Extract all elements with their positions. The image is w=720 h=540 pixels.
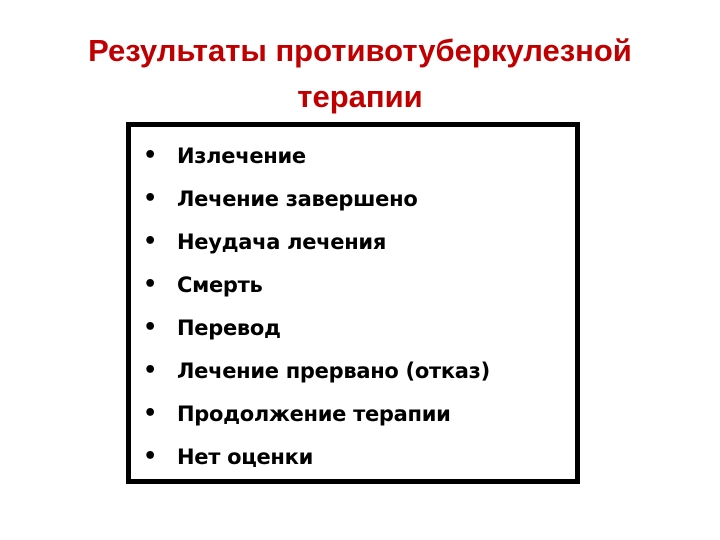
list-item	[131, 397, 575, 440]
slide-title-line-1: Результаты противотуберкулезной	[88, 33, 632, 68]
bullet-icon: •	[143, 229, 157, 254]
outcomes-box	[126, 122, 580, 484]
list-item-label: Лечение завершено	[177, 187, 418, 211]
slide-title-line-2: терапии	[297, 79, 423, 114]
bullet-icon: •	[143, 358, 157, 383]
bullet-icon: •	[143, 444, 157, 469]
list-item-label: Неудача лечения	[177, 230, 387, 254]
bullet-icon: •	[143, 315, 157, 340]
list-item	[131, 139, 575, 182]
list-item	[131, 354, 575, 397]
bullet-icon: •	[143, 401, 157, 426]
list-item	[131, 268, 575, 311]
list-item-label: Перевод	[177, 316, 281, 340]
list-item-label: Продолжение терапии	[177, 402, 451, 426]
bullet-icon: •	[143, 272, 157, 297]
bullet-icon: •	[143, 186, 157, 211]
list-item-label: Лечение прервано (отказ)	[177, 359, 490, 383]
slide-title	[0, 28, 720, 120]
bullet-icon: •	[143, 143, 157, 168]
list-item	[131, 311, 575, 354]
outcomes-list	[131, 139, 575, 483]
list-item-label: Излечение	[177, 144, 306, 168]
list-item	[131, 182, 575, 225]
list-item	[131, 225, 575, 268]
list-item	[131, 440, 575, 483]
list-item-label: Нет оценки	[177, 445, 314, 469]
list-item-label: Смерть	[177, 273, 263, 297]
